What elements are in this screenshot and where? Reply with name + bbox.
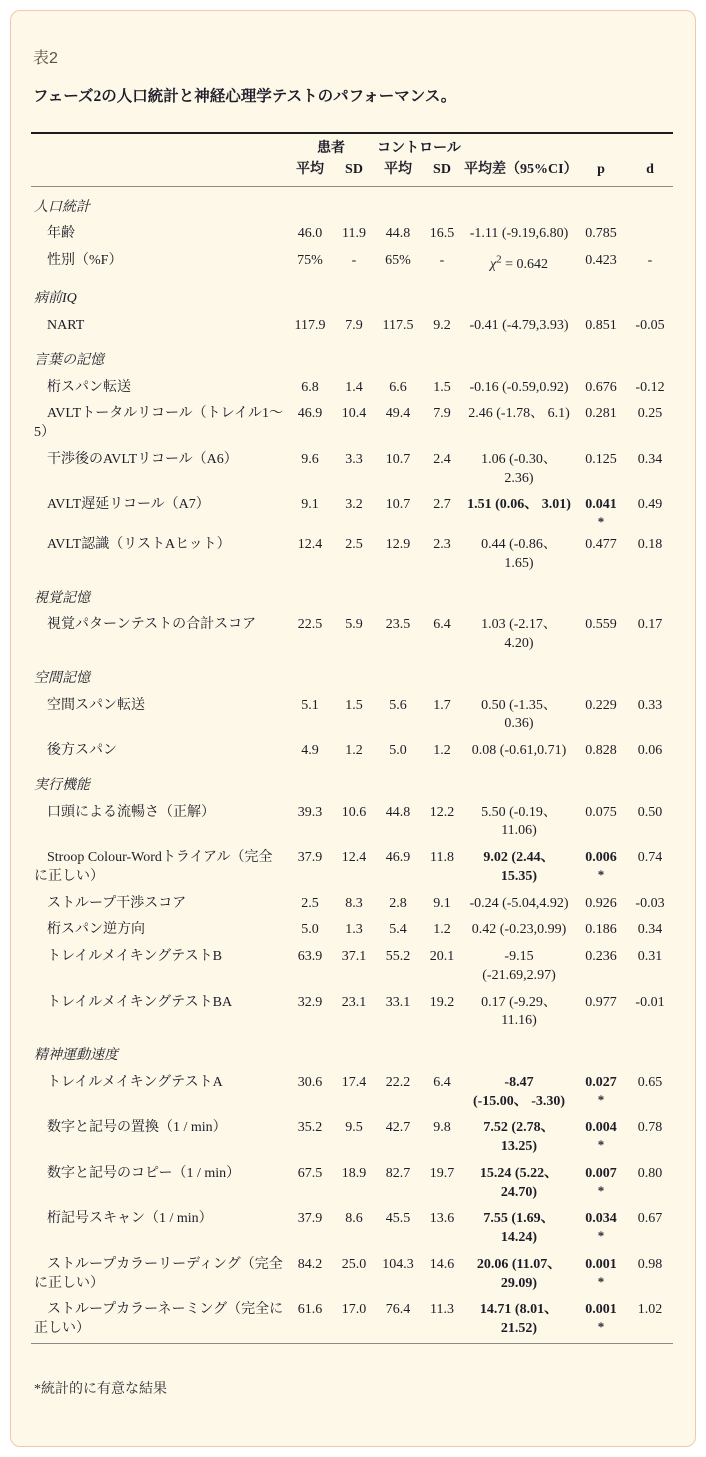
section-row	[31, 765, 673, 800]
mean-diff: 14.71 (8.01、 21.52)	[479, 1302, 559, 1337]
control-sd: 1.2	[433, 743, 451, 759]
patient-mean: 37.9	[297, 850, 323, 866]
section-label: 病前IQ	[34, 291, 77, 307]
table-number: 表2	[33, 50, 58, 67]
control-mean: 5.0	[389, 743, 407, 759]
control-sd: 1.5	[433, 379, 451, 395]
section-label: 精神運動速度	[34, 1048, 118, 1064]
patient-mean: 46.9	[297, 406, 323, 422]
p-value: 0.125	[585, 451, 617, 467]
table-row	[31, 917, 673, 944]
p-value: 0.075	[585, 804, 617, 820]
patient-mean: 46.0	[297, 226, 323, 242]
control-sd: 11.8	[430, 850, 454, 866]
mean-diff: -8.47 (-15.00、 -3.30)	[472, 1074, 566, 1109]
table-body	[31, 186, 673, 1343]
table-row	[31, 1115, 673, 1161]
p-value: 0.034 *	[575, 1206, 627, 1252]
control-mean: 5.6	[389, 697, 407, 713]
mean-diff: -0.24 (-5.04,4.92)	[469, 895, 569, 911]
patient-mean: 63.9	[297, 949, 323, 965]
mean-diff: 0.08 (-0.61,0.71)	[471, 743, 567, 759]
patient-sd: 23.1	[341, 994, 367, 1010]
patient-mean: 75%	[297, 253, 323, 268]
control-mean: 10.7	[385, 497, 411, 513]
patient-mean: 35.2	[297, 1120, 323, 1136]
control-mean: 45.5	[385, 1211, 411, 1227]
patient-mean: 61.6	[297, 1302, 323, 1318]
control-sd: 20.1	[429, 949, 455, 965]
control-sd: 9.1	[433, 895, 451, 911]
p-value: 0.027 *	[575, 1070, 627, 1116]
patient-sd: 1.2	[345, 743, 363, 759]
group-header-row	[31, 133, 673, 159]
results-table	[31, 132, 673, 1344]
control-mean: 55.2	[385, 949, 411, 965]
control-mean: 10.7	[385, 451, 411, 467]
p-value: 0.676	[585, 379, 617, 395]
mean-diff: 15.24 (5.22、 24.70)	[479, 1165, 559, 1200]
group-header-patient: 患者	[287, 133, 375, 159]
control-sd: 11.3	[430, 1302, 454, 1318]
table-card	[10, 10, 696, 1447]
group-header-spacer	[575, 133, 627, 159]
patient-sd: 12.4	[341, 850, 367, 866]
row-label: 数字と記号の置換（1 / min）	[47, 1120, 227, 1136]
d-value: 0.17	[637, 617, 663, 633]
significance-asterisk: *	[597, 1091, 605, 1107]
control-sd: 2.4	[433, 451, 451, 467]
col-header-mean-diff: 平均差（95%CI）	[463, 159, 575, 186]
table-row	[31, 375, 673, 402]
mean-diff: 7.52 (2.78、 13.25)	[483, 1120, 555, 1155]
group-header-spacer	[627, 133, 673, 159]
group-header-spacer	[463, 133, 575, 159]
mean-diff: 7.55 (1.69、 14.24)	[483, 1211, 555, 1246]
patient-mean: 5.0	[301, 922, 319, 938]
table-row	[31, 532, 673, 578]
mean-diff: 5.50 (-0.19、 11.06)	[481, 804, 557, 839]
d-value: 0.25	[637, 406, 663, 422]
d-value: 1.02	[637, 1302, 663, 1318]
control-sd: 9.2	[433, 318, 451, 334]
table-row	[31, 891, 673, 918]
patient-mean: 37.9	[297, 1211, 323, 1227]
patient-sd: 37.1	[341, 949, 367, 965]
mean-diff: 1.03 (-2.17、 4.20)	[481, 617, 557, 652]
patient-sd: 18.9	[341, 1165, 367, 1181]
row-label: 視覚パターンテストの合計スコア	[47, 617, 257, 633]
control-sd: 9.8	[433, 1120, 451, 1136]
patient-sd: 1.4	[345, 379, 363, 395]
row-label: NART	[47, 318, 85, 334]
patient-mean: 117.9	[294, 318, 326, 334]
section-row	[31, 186, 673, 221]
d-value: -0.05	[635, 318, 665, 334]
significance-asterisk: *	[597, 1228, 605, 1244]
control-mean: 23.5	[385, 617, 411, 633]
patient-mean: 9.6	[301, 451, 319, 467]
d-value: 0.80	[637, 1165, 663, 1181]
row-label: 桁スパン逆方向	[47, 922, 145, 938]
table-row	[31, 1161, 673, 1207]
d-value: -0.01	[635, 994, 665, 1010]
table-row	[31, 800, 673, 846]
section-label: 実行機能	[34, 777, 90, 793]
mean-diff: 0.44 (-0.86、 1.65)	[481, 537, 557, 571]
significance-asterisk: *	[597, 1137, 605, 1153]
chi-symbol: χ	[489, 256, 497, 272]
mean-diff: 0.42 (-0.23,0.99)	[471, 922, 567, 938]
table-caption: フェーズ2の人口統計と神経心理学テストのパフォーマンス。	[33, 88, 457, 105]
patient-sd: 9.5	[345, 1120, 363, 1136]
table-row	[31, 845, 673, 891]
control-mean: 82.7	[385, 1165, 411, 1181]
section-row	[31, 1035, 673, 1070]
control-mean: 44.8	[385, 226, 411, 242]
control-sd: 7.9	[433, 406, 451, 422]
control-mean: 33.1	[385, 994, 411, 1010]
mean-diff: -0.41 (-4.79,3.93)	[469, 318, 569, 334]
section-row	[31, 340, 673, 375]
p-value: 0.041 *	[575, 492, 627, 532]
group-header-spacer	[31, 133, 287, 159]
patient-sd: 17.4	[341, 1074, 367, 1090]
table-footnote: *統計的に有意な結果	[34, 1381, 167, 1397]
patient-sd: 10.4	[341, 406, 367, 422]
significance-asterisk: *	[597, 1273, 605, 1289]
table-row	[31, 492, 673, 532]
mean-diff: 1.06 (-0.30、 2.36)	[481, 451, 557, 486]
d-value: 0.34	[637, 922, 663, 938]
row-label: 口頭による流暢さ（正解）	[47, 804, 215, 820]
patient-sd: 3.3	[345, 451, 363, 467]
col-header-patient-mean: 平均	[287, 159, 333, 186]
p-value: 0.229	[585, 697, 617, 713]
table-row	[31, 1297, 673, 1343]
p-value: 0.186	[585, 922, 617, 938]
d-value: 0.06	[637, 743, 663, 759]
patient-mean: 4.9	[301, 743, 319, 759]
p-value: 0.001 *	[575, 1297, 627, 1343]
patient-sd: 3.2	[345, 497, 363, 513]
p-value: 0.001 *	[575, 1252, 627, 1298]
row-label: AVLT認識（リストAヒット）	[47, 537, 231, 553]
mean-diff: 1.51 (0.06、 3.01)	[467, 497, 571, 513]
table-row	[31, 738, 673, 765]
control-mean: 5.4	[389, 922, 407, 938]
section-label: 視覚記憶	[34, 590, 90, 606]
control-mean: 65%	[385, 253, 411, 268]
patient-sd: 5.9	[345, 617, 363, 633]
control-mean: 42.7	[385, 1120, 411, 1136]
row-label: 後方スパン	[47, 743, 117, 759]
table-row	[31, 401, 673, 447]
patient-sd: 2.5	[345, 537, 363, 553]
row-label: ストループ干渉スコア	[47, 895, 187, 911]
p-value: 0.559	[585, 617, 617, 633]
d-value: 0.18	[637, 537, 663, 553]
patient-sd: 10.6	[341, 804, 367, 820]
control-sd: 13.6	[429, 1211, 455, 1227]
patient-mean: 84.2	[297, 1256, 323, 1272]
table-row	[31, 447, 673, 493]
row-label: 桁スパン転送	[47, 379, 131, 395]
section-label: 言葉の記憶	[34, 352, 104, 368]
d-value	[627, 221, 673, 248]
p-value: 0.851	[585, 318, 617, 334]
d-value: -0.03	[635, 895, 665, 911]
mean-diff: -1.11 (-9.19,6.80)	[469, 226, 569, 242]
patient-sd: 17.0	[341, 1302, 367, 1318]
row-label: 性別（%F）	[47, 253, 123, 268]
mean-diff: -0.16 (-0.59,0.92)	[469, 379, 569, 395]
significance-asterisk: *	[597, 1182, 605, 1198]
table-row	[31, 612, 673, 658]
patient-sd: 7.9	[345, 318, 363, 334]
col-header-d: d	[627, 159, 673, 186]
p-value: 0.828	[585, 743, 617, 759]
control-mean: 46.9	[385, 850, 411, 866]
control-sd: 19.7	[429, 1165, 455, 1181]
section-row	[31, 578, 673, 613]
patient-mean: 30.6	[297, 1074, 323, 1090]
row-label: 数字と記号のコピー（1 / min）	[47, 1165, 241, 1181]
patient-mean: 67.5	[297, 1165, 323, 1181]
d-value: 0.49	[637, 497, 663, 513]
control-sd: 19.2	[429, 994, 455, 1010]
p-value: 0.477	[585, 537, 617, 553]
d-value: 0.98	[637, 1256, 663, 1272]
p-value: 0.236	[585, 949, 617, 965]
control-sd: 1.7	[433, 697, 451, 713]
d-value: 0.34	[637, 451, 663, 467]
d-value: 0.33	[637, 697, 663, 713]
control-mean: 2.8	[389, 895, 407, 911]
d-value: -	[647, 253, 653, 268]
table-row	[31, 693, 673, 739]
patient-mean: 2.5	[301, 895, 319, 911]
control-mean: 104.3	[382, 1256, 414, 1272]
p-value: 0.281	[585, 406, 617, 422]
d-value: 0.65	[637, 1074, 663, 1090]
patient-sd: -	[351, 253, 357, 268]
patient-sd: 8.6	[345, 1211, 363, 1227]
control-sd: 6.4	[433, 617, 451, 633]
patient-mean: 6.8	[301, 379, 319, 395]
d-value: 0.31	[637, 949, 663, 965]
table-header	[31, 133, 673, 186]
row-label: ストループカラーリーディング（完全に正しい）	[34, 1256, 283, 1291]
col-header-patient-sd: SD	[333, 159, 375, 186]
p-value: 0.007 *	[575, 1161, 627, 1207]
mean-diff: $\chi^2 = 0.642$	[489, 253, 549, 272]
patient-mean: 9.1	[301, 497, 319, 513]
p-value: 0.004 *	[575, 1115, 627, 1161]
section-row	[31, 658, 673, 693]
control-sd: 12.2	[429, 804, 455, 820]
significance-asterisk: *	[597, 1319, 605, 1335]
d-value: -0.12	[635, 379, 665, 395]
control-mean: 49.4	[385, 406, 411, 422]
control-sd: 1.2	[433, 922, 451, 938]
control-mean: 6.6	[389, 379, 407, 395]
control-sd: 6.4	[433, 1074, 451, 1090]
row-label: トレイルメイキングテストB	[47, 949, 222, 965]
patient-sd: 25.0	[341, 1256, 367, 1272]
control-mean: 22.2	[385, 1074, 411, 1090]
p-value: 0.926	[585, 895, 617, 911]
patient-sd: 1.3	[345, 922, 363, 938]
significance-asterisk: *	[597, 514, 605, 530]
section-label: 空間記憶	[34, 670, 90, 686]
table-row	[31, 248, 673, 278]
row-label: 桁記号スキャン（1 / min）	[47, 1211, 213, 1227]
patient-mean: 12.4	[297, 537, 323, 553]
row-label: 干渉後のAVLTリコール（A6）	[47, 451, 238, 467]
control-sd: 14.6	[429, 1256, 455, 1272]
mean-diff: 2.46 (-1.78、 6.1)	[468, 406, 570, 422]
table-row	[31, 1252, 673, 1298]
patient-mean: 22.5	[297, 617, 323, 633]
section-row	[31, 278, 673, 313]
group-header-control: コントロール	[375, 133, 463, 159]
control-mean: 44.8	[385, 804, 411, 820]
column-header-row	[31, 159, 673, 186]
mean-diff: 20.06 (11.07、 29.09)	[476, 1256, 562, 1291]
d-value: 0.74	[637, 850, 663, 866]
row-label: トレイルメイキングテストA	[47, 1074, 223, 1090]
p-value: 0.977	[585, 994, 617, 1010]
control-mean: 117.5	[382, 318, 414, 334]
d-value: 0.50	[637, 804, 663, 820]
d-value: 0.78	[637, 1120, 663, 1136]
table-row	[31, 944, 673, 990]
p-value: 0.423	[585, 253, 617, 268]
section-label: 人口統計	[34, 199, 90, 215]
table-row	[31, 221, 673, 248]
table-row	[31, 313, 673, 340]
d-value: 0.67	[637, 1211, 663, 1227]
mean-diff: 0.50 (-1.35、 0.36)	[481, 697, 557, 732]
mean-diff: -9.15 (-21.69,2.97)	[482, 949, 556, 983]
row-label: AVLT遅延リコール（A7）	[47, 497, 210, 513]
col-header-label	[31, 159, 287, 186]
row-label: AVLTトータルリコール（トレイル1〜5）	[34, 406, 283, 441]
col-header-control-mean: 平均	[375, 159, 421, 186]
p-value: 0.006 *	[575, 845, 627, 891]
patient-sd: 8.3	[345, 895, 363, 911]
patient-mean: 32.9	[297, 994, 323, 1010]
mean-diff: 0.17 (-9.29、 11.16)	[481, 994, 557, 1029]
control-mean: 76.4	[385, 1302, 411, 1318]
row-label: トレイルメイキングテストBA	[47, 994, 233, 1010]
table-row	[31, 1070, 673, 1116]
col-header-control-sd: SD	[421, 159, 463, 186]
patient-sd: 1.5	[345, 697, 363, 713]
p-value: 0.785	[585, 226, 617, 242]
row-label: ストループカラーネーミング（完全に正しい）	[34, 1302, 284, 1337]
table-row	[31, 990, 673, 1036]
control-sd: 2.7	[433, 497, 451, 513]
table-row	[31, 1206, 673, 1252]
row-label: Stroop Colour-Wordトライアル（完全に正しい）	[34, 850, 273, 884]
col-header-p: p	[575, 159, 627, 186]
patient-mean: 39.3	[297, 804, 323, 820]
patient-mean: 5.1	[301, 697, 319, 713]
control-mean: 12.9	[385, 537, 411, 553]
row-label: 年齢	[47, 226, 75, 242]
control-sd: 2.3	[433, 537, 451, 553]
patient-sd: 11.9	[342, 226, 366, 242]
row-label: 空間スパン転送	[47, 697, 145, 713]
significance-asterisk: *	[597, 866, 605, 882]
control-sd: 16.5	[429, 226, 455, 242]
mean-diff: 9.02 (2.44、 15.35)	[483, 850, 555, 884]
control-sd: -	[439, 253, 445, 268]
